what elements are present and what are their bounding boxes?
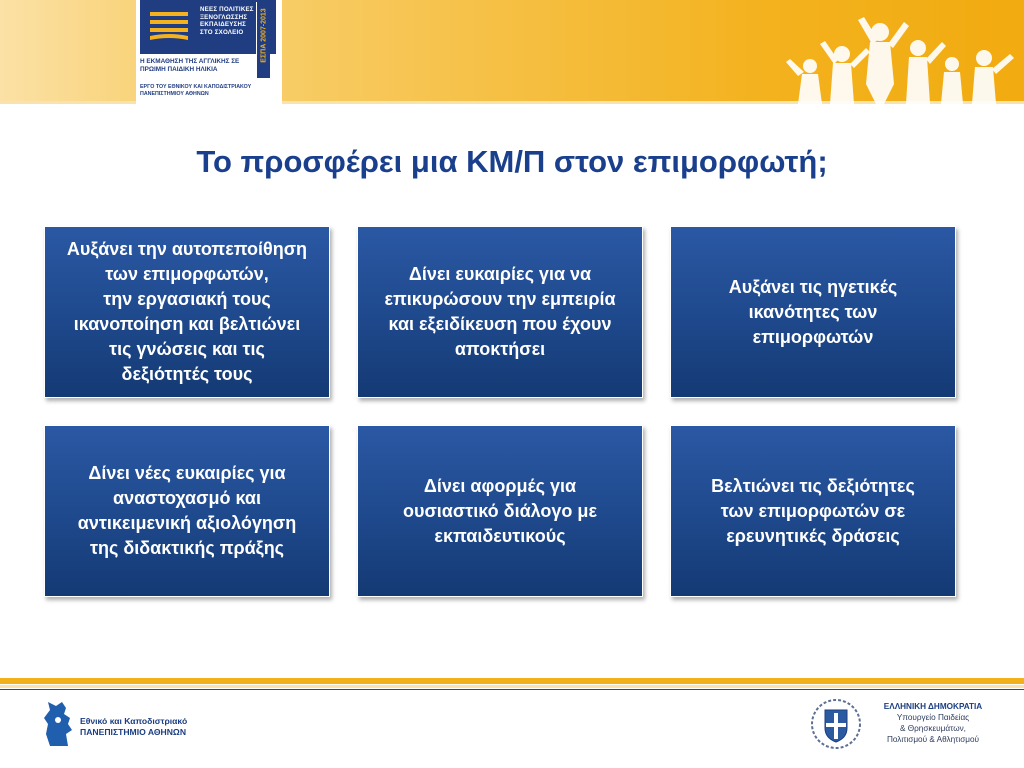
- benefit-box-1: [44, 226, 330, 398]
- ministry-name-line2: Υπουργείο Παιδείας: [896, 713, 970, 722]
- benefit-text-5: Δίνει αφορμές για ουσιαστικό διάλογο με εκπαιδευτικούς: [403, 475, 597, 546]
- athena-head-icon: [40, 700, 76, 748]
- ministry-name-line4: Πολιτισμού & Αθλητισμού: [887, 735, 979, 744]
- benefit-text-3: Αυξάνει τις ηγετικές ικανότητες των επιμορφωτών: [728, 276, 898, 347]
- espa-label: ΕΣΠΑ 2007-2013: [260, 8, 268, 63]
- footer-divider: [0, 678, 1024, 684]
- benefit-text-2: Δίνει ευκαιρίες για να επικυρώσουν την εμπειρία και εξειδίκευση που έχουν αποκτήσει: [384, 264, 616, 359]
- benefit-box-2: [357, 226, 643, 398]
- benefit-text-1: Αυξάνει την αυτοπεποίθηση των επιμορφωτών, την εργασιακή τους ικανοποίηση και βελτιώνει τις γνώσεις και τις δεξιότητές τους: [66, 239, 308, 384]
- benefit-box-3: [670, 226, 956, 398]
- logo-title: ΝΕΕΣ ΠΟΛΙΤΙΚΕΣ ΞΕΝΟΓΛΩΣΣΗΣ ΕΚΠΑΙΔΕΥΣΗΣ ΣΤΟ ΣΧΟΛΕΙΟ: [200, 6, 254, 36]
- benefit-box-4: [44, 425, 330, 597]
- page-title: Το προσφέρει μια ΚΜ/Π στον επιμορφωτή;: [196, 144, 828, 179]
- benefit-box-5: [357, 425, 643, 597]
- ministry-name-line1: ΕΛΛΗΝΙΚΗ ΔΗΜΟΚΡΑΤΙΑ: [883, 702, 983, 711]
- university-name: [80, 716, 220, 737]
- logo-footer: ΕΡΓΟ ΤΟΥ ΕΘΝΙΚΟΥ ΚΑΙ ΚΑΠΟΔΙΣΤΡΙΑΚΟΥ ΠΑΝΕΠΙΣΤΗΜΙΟΥ ΑΘΗΝΩΝ: [140, 84, 252, 97]
- ministry-name: [868, 701, 998, 745]
- children-silhouette-icon: [780, 14, 1020, 104]
- greek-coat-of-arms-icon: [810, 698, 862, 750]
- benefit-box-6: [670, 425, 956, 597]
- book-icon: [146, 6, 192, 46]
- footer-divider-light: [0, 685, 1024, 688]
- ministry-name-line3: & Θρησκευμάτων,: [900, 724, 966, 733]
- university-name-line1: Εθνικό και Καποδιστριακό: [80, 716, 188, 726]
- espa-badge: [256, 2, 270, 78]
- project-logo: [136, 0, 282, 104]
- university-name-line2: ΠΑΝΕΠΙΣΤΗΜΙΟ ΑΘΗΝΩΝ: [80, 726, 187, 737]
- benefit-text-6: Βελτιώνει τις δεξιότητες των επιμορφωτών σε ερευνητικές δράσεις: [711, 475, 915, 546]
- footer-divider-blue: [0, 689, 1024, 690]
- benefit-text-4: Δίνει νέες ευκαιρίες για αναστοχασμό και αντικειμενική αξιολόγηση της διδακτικής πράξης: [77, 463, 297, 558]
- logo-subtitle: Η ΕΚΜΑΘΗΣΗ ΤΗΣ ΑΓΓΛΙΚΗΣ ΣΕ ΠΡΩΙΜΗ ΠΑΙΔΙΚΗ ΗΛΙΚΙΑ: [140, 58, 240, 73]
